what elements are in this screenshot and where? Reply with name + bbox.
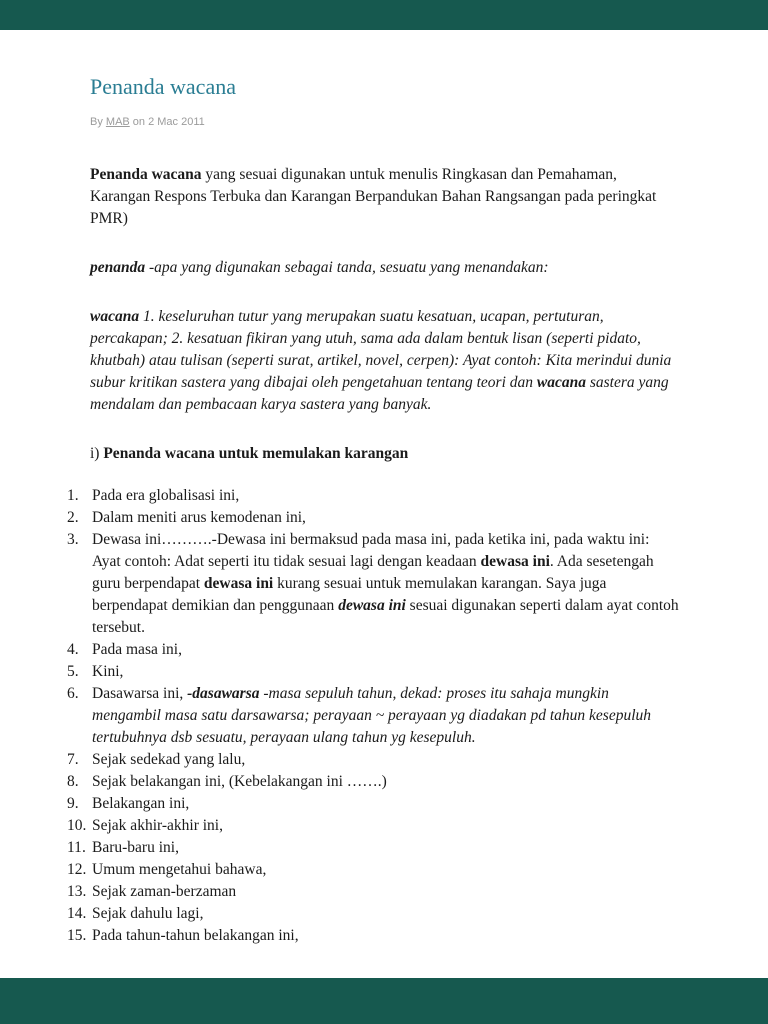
text-segment: Sejak sedekad yang lalu,	[92, 751, 246, 768]
text-segment: Dasawarsa ini,	[92, 685, 188, 702]
page-title: Penanda wacana	[90, 74, 236, 99]
byline-prefix: By	[90, 116, 106, 128]
list-item	[67, 903, 680, 925]
paragraph-def-penanda	[90, 257, 680, 279]
text-segment: yang sesuai digunakan untuk menulis Ringkasan dan Pemahaman, Karangan Respons Terbuka dan Karangan Berpandukan Bahan Rangsangan pada peringkat PMR)	[90, 166, 657, 227]
text-segment: dewasa ini	[338, 597, 406, 614]
section-heading	[90, 443, 680, 465]
text-segment: Sejak akhir-akhir ini,	[92, 817, 223, 834]
text-segment: Pada tahun-tahun belakangan ini,	[92, 927, 299, 944]
list-item	[67, 507, 680, 529]
text-segment: -masa sepuluh tahun, dekad: proses itu sahaja mungkin mengambil masa satu darsawarsa; perayaan ~ perayaan yg diadakan pd tahun kesepuluh tertubuhnya dsb sesuatu, perayaan ulang tahun yg kesepuluh.	[92, 685, 652, 746]
byline	[90, 116, 680, 128]
text-segment: sesuai digunakan seperti dalam ayat contoh tersebut.	[92, 597, 679, 636]
text-segment: Dewasa ini……….-Dewasa ini bermaksud pada masa ini, pada ketika ini, pada waktu ini: Ayat contoh: Adat seperti itu tidak sesuai lagi dengan keadaan	[92, 531, 650, 570]
text-segment: 1. keseluruhan tutur yang merupakan suatu kesatuan, ucapan, pertuturan, percakapan; 2. kesatuan fikiran yang utuh, sama ada dalam bentuk lisan (seperti pidato, khutbah) atau tulisan (seperti surat, artikel, novel, cerpen): Ayat contoh: Kita merindui dunia subur kritikan sastera yang dibajai oleh pengetahuan tentang teori dan	[90, 308, 672, 391]
text-segment: dewasa ini	[203, 575, 274, 592]
list-item	[67, 793, 680, 815]
text-segment: kurang sesuai untuk memulakan karangan. Saya juga berpendapat demikian dan penggunaan	[92, 575, 607, 614]
text-segment: -apa yang digunakan sebagai tanda, sesuatu yang menandakan:	[145, 259, 549, 276]
text-segment: Penanda wacana	[90, 166, 202, 183]
text-segment: Pada era globalisasi ini,	[92, 487, 240, 504]
list-item	[67, 639, 680, 661]
list-item	[67, 925, 680, 947]
text-segment: sastera yang mendalam dan pembacaan karya sastera yang banyak.	[90, 374, 669, 413]
wacana-list	[67, 485, 680, 947]
text-segment: wacana	[90, 308, 140, 325]
list-item	[67, 771, 680, 793]
list-item	[67, 881, 680, 903]
list-item	[67, 837, 680, 859]
document-content	[0, 30, 768, 978]
list-item	[67, 815, 680, 837]
text-segment: wacana	[536, 374, 586, 391]
byline-suffix: on 2 Mac 2011	[129, 116, 205, 128]
author-link[interactable]: MAB	[105, 116, 130, 128]
list-item	[67, 859, 680, 881]
paragraph-intro	[90, 164, 680, 230]
list-item	[67, 749, 680, 771]
bottom-bar	[0, 978, 768, 1024]
text-segment: Umum mengetahui bahawa,	[92, 861, 267, 878]
text-segment: Baru-baru ini,	[92, 839, 179, 856]
text-segment: i)	[90, 445, 104, 462]
text-segment: Belakangan ini,	[92, 795, 190, 812]
list-item	[67, 661, 680, 683]
list-item	[67, 485, 680, 507]
text-segment: Sejak zaman-berzaman	[92, 883, 237, 900]
text-segment: Pada masa ini,	[92, 641, 182, 658]
text-segment: Penanda wacana untuk memulakan karangan	[103, 445, 409, 462]
text-segment: Sejak belakangan ini, (Kebelakangan ini …….)	[92, 773, 387, 790]
text-segment: penanda	[90, 259, 146, 276]
text-segment: . Ada sesetengah guru berpendapat	[92, 553, 654, 592]
top-bar	[0, 0, 768, 30]
list-item	[67, 683, 680, 749]
text-segment: dewasa ini	[480, 553, 550, 570]
paragraph-def-wacana	[90, 306, 680, 416]
text-segment: Kini,	[92, 663, 124, 680]
list-item	[67, 529, 680, 639]
text-segment: Dalam meniti arus kemodenan ini,	[92, 509, 306, 526]
text-segment: Sejak dahulu lagi,	[92, 905, 204, 922]
text-segment: -dasawarsa	[187, 685, 260, 702]
